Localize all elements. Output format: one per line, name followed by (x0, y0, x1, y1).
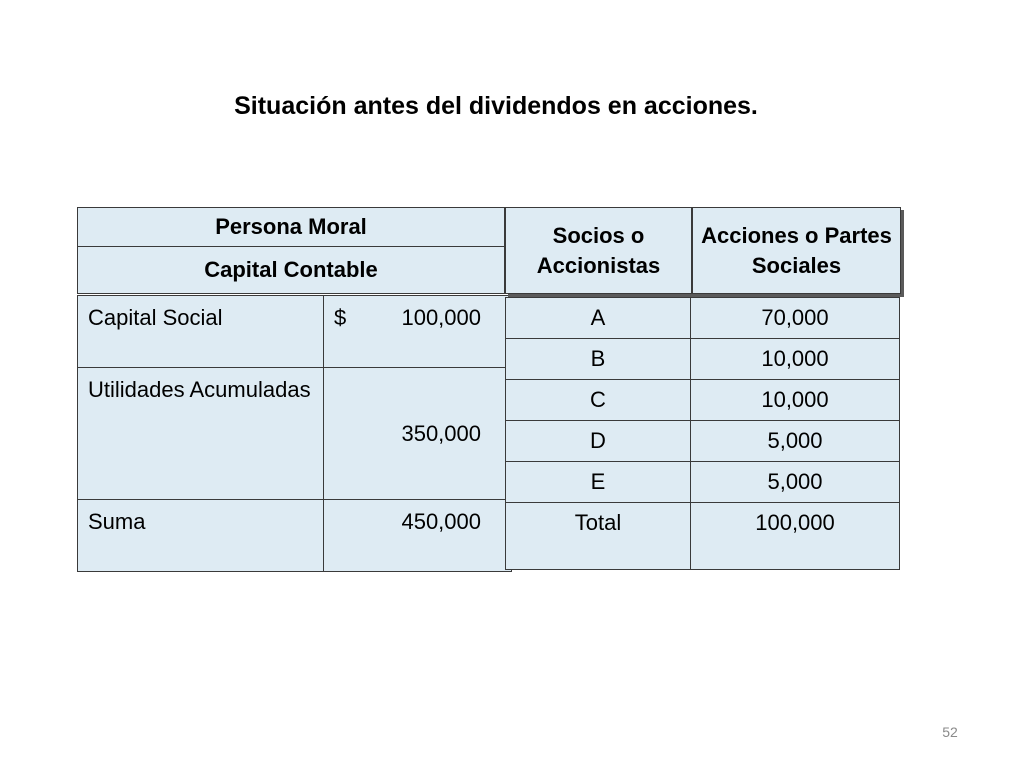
suma-label: Suma (77, 499, 324, 572)
acciones-cell: 10,000 (690, 379, 900, 421)
currency-symbol: $ (334, 305, 347, 330)
utilidades-acumuladas-label: Utilidades Acumuladas (77, 367, 324, 500)
slide-title: Situación antes del dividendos en acciones. (234, 92, 758, 120)
socio-cell: B (505, 338, 691, 380)
persona-moral-header: Persona Moral (77, 207, 505, 247)
socio-cell: D (505, 420, 691, 462)
socios-header: Socios o Accionistas (505, 207, 692, 294)
capital-social-amount (323, 295, 512, 368)
acciones-cell: 70,000 (690, 297, 900, 339)
acciones-cell: 5,000 (690, 420, 900, 462)
total-value: 100,000 (690, 502, 900, 570)
utilidades-acumuladas-value: 350,000 (323, 367, 512, 500)
total-label: Total (505, 502, 691, 570)
suma-value: 450,000 (323, 499, 512, 572)
socio-cell: C (505, 379, 691, 421)
capital-social-value: 100,000 (401, 305, 481, 330)
capital-contable-header: Capital Contable (77, 246, 505, 294)
capital-social-label: Capital Social (77, 295, 324, 368)
socio-cell: A (505, 297, 691, 339)
acciones-cell: 10,000 (690, 338, 900, 380)
acciones-cell: 5,000 (690, 461, 900, 503)
acciones-header: Acciones o Partes Sociales (692, 207, 901, 294)
page-number: 52 (942, 724, 958, 740)
socio-cell: E (505, 461, 691, 503)
